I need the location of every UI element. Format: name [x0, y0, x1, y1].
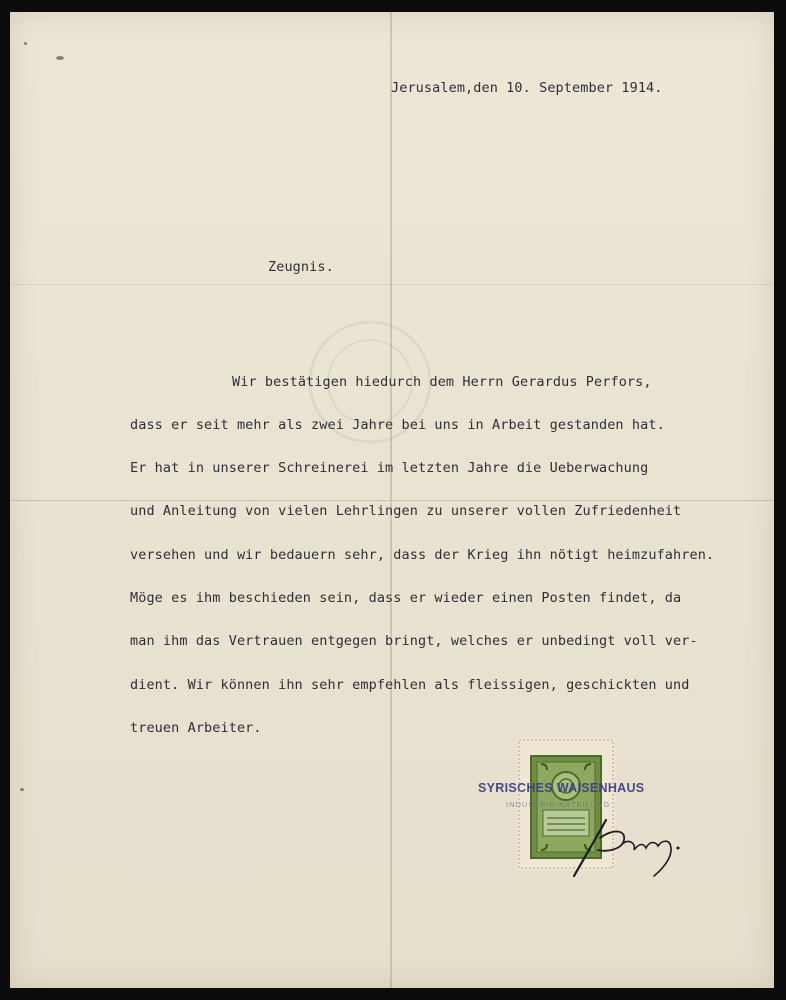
body-line: man ihm das Vertrauen entgegen bringt, welches er unbedingt voll ver- [130, 633, 698, 649]
date-line: Jerusalem,den 10. September 1914. [391, 80, 663, 96]
faint-fold-crease [10, 284, 774, 285]
paper-stain [24, 42, 27, 45]
organization-stamp-subline: INDUSTRIE-ABTEILUNG [506, 800, 611, 809]
body-line: dient. Wir können ihn sehr empfehlen als fleissigen, geschickten und [130, 677, 690, 693]
paper-stain [20, 788, 24, 791]
body-line: versehen und wir bedauern sehr, dass der Krieg ihn nötigt heimzufahren. [130, 547, 715, 563]
body-line: Wir bestätigen hiedurch dem Herrn Gerardus Perfors, [232, 374, 652, 390]
body-line: Möge es ihm beschieden sein, dass er wieder einen Posten findet, da [130, 590, 682, 606]
body-line: treuen Arbeiter. [130, 720, 262, 736]
handwritten-signature-icon [566, 810, 686, 880]
letter-heading: Zeugnis. [268, 259, 334, 275]
body-line: Er hat in unserer Schreinerei im letzten Jahre die Ueberwachung [130, 460, 649, 476]
body-line: dass er seit mehr als zwei Jahre bei uns in Arbeit gestanden hat. [130, 417, 665, 433]
paper-stain [56, 56, 64, 60]
body-line: und Anleitung von vielen Lehrlingen zu unserer vollen Zufriedenheit [130, 503, 682, 519]
organization-stamp: SYRISCHES WAISENHAUS [478, 781, 645, 795]
